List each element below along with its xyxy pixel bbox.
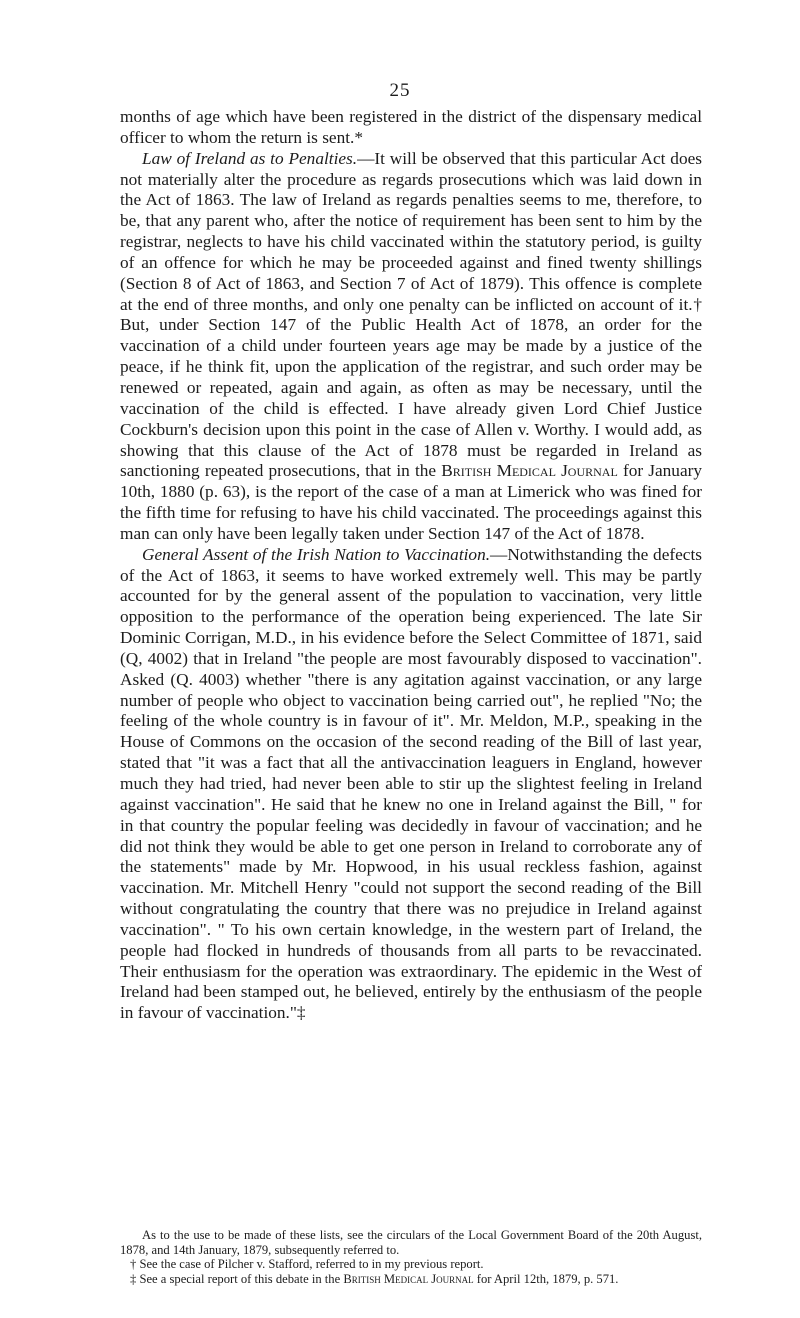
paragraph-text: for January 10th, 1880 (p. 63), is the report of the case of a man at Limerick who was fined for the fifth time for refusing to have his child vaccinated. The proceedings against this man can only have been legally taken under Section 147 of the Act of 1878. bbox=[120, 461, 703, 543]
section-heading: General Assent of the Irish Nation to Vaccination. bbox=[142, 544, 491, 564]
paragraph-text: —It will be observed that this particular Act does not materially alter the procedure as regards prosecutions which was laid down in the Act of 1863. The law of Ireland as regards penalties seems to me, therefore, to be, that any parent who, after the notice of requirement has been sent to him by the registrar, neglects to have his child vaccinated within the statutory period, is guilty of an offence for which he may be proceeded against and fined twenty shillings (Section 8 of Act of 1863, and Section 7 of Act of 1879). This offence is complete at the end of three months, and only one penalty can be inflicted on account of it.† But, under Section 147 of the Public Health Act of 1878, an order for the vaccination of a child under fourteen years age may be made by a justice of the peace, if he think fit, upon the application of the registrar, and such order may be renewed or repeated, again and again, as often as may be necessary, until the vaccination of the child is effected. I have already given Lord Chief Justice Cockburn's decision upon this point in the case of Allen v. Worthy. I would add, as showing that this clause of the Act of 1878 must be regarded in Ireland as sanctioning repeated prosecutions, that in the bbox=[120, 148, 702, 481]
page-number: 25 bbox=[389, 80, 411, 101]
journal-title: British Medical Journal bbox=[343, 1271, 474, 1286]
paragraph-text: months of age which have been registered in the district of the dispensary medical officer to whom the return is sent.* bbox=[120, 107, 702, 147]
body-text bbox=[120, 107, 702, 1024]
footnote-text: for April 12th, 1879, p. 571. bbox=[476, 1271, 619, 1286]
paragraph bbox=[120, 107, 702, 149]
journal-title: British Medical Journal bbox=[441, 461, 618, 481]
footnote-text: ‡ See a special report of this debate in the bbox=[130, 1271, 341, 1286]
paragraph bbox=[120, 149, 702, 545]
footnotes bbox=[120, 1228, 702, 1286]
paragraph bbox=[120, 545, 702, 1024]
footnote: † See the case of Pilcher v. Stafford, referred to in my previous report. bbox=[130, 1257, 484, 1272]
section-heading: Law of Ireland as to Penalties. bbox=[142, 148, 358, 168]
footnote: As to the use to be made of these lists, see the circulars of the Local Government Board of the 20th August, 1878, and 14th January, 1879, subsequently referred to. bbox=[120, 1228, 702, 1257]
paragraph-text: —Notwithstanding the defects of the Act of 1863, it seems to have worked extremely well. This may be partly accounted for by the general assent of the population to vaccination, very little opposition to the performance of the operation being experienced. The late Sir Dominic Corrigan, M.D., in his evidence before the Select Committee of 1871, said (Q, 4002) that in Ireland "the people are most favourably disposed to vaccination". Asked (Q. 4003) whether "there is any agitation against vaccination, or any large number of people who object to vaccination being carried out", he replied "No; the feeling of the whole country is in favour of it". Mr. Meldon, M.P., speaking in the House of Commons on the occasion of the second reading of the Bill of last year, stated that "it was a fact that all the antivaccination leaguers in England, however much they had tried, had never been able to stir up the slightest feeling in Ireland against vaccination". He said that he knew no one in Ireland against the Bill, " for in that country the popular feeling was decidedly in favour of vaccination; and he did not think they would be able to get one person in Ireland to corroborate any of the statements" made by Mr. Hopwood, in his usual reckless fashion, against vaccination. Mr. Mitchell Henry "could not support the second reading of the Bill without congratulating the country that there was no prejudice in Ireland against vaccination". " To his own certain knowledge, in the western part of Ireland, the people had flocked in hundreds of thousands from all parts to be revaccinated. Their enthusiasm for the operation was extraordinary. The epidemic in the West of Ireland had been stamped out, he believed, entirely by the enthusiasm of the people in favour of vaccination."‡ bbox=[120, 544, 702, 1023]
footnote bbox=[120, 1272, 702, 1287]
